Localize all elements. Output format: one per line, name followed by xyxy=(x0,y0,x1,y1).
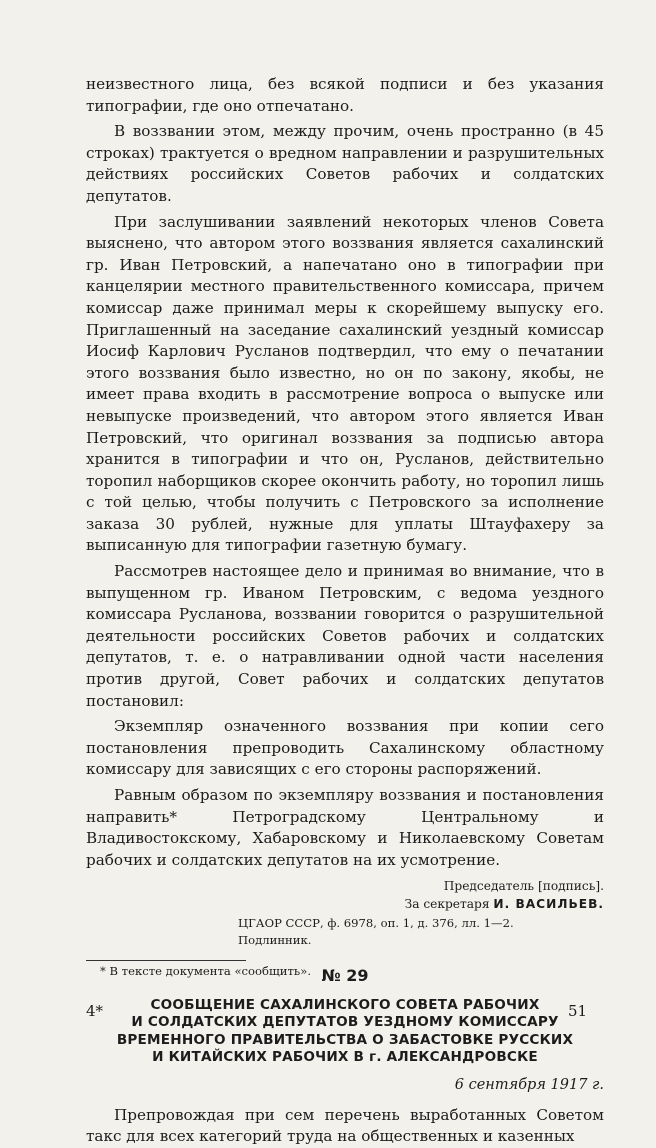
signature-block xyxy=(86,877,604,913)
archive-reference xyxy=(86,915,604,949)
paragraph: Экземпляр означенного воззвания при копии сего постановления препроводить Сахалинскому областному комиссару для зависящих с его стороны распоряжений. xyxy=(86,717,604,779)
paragraph: При заслушивании заявлений некоторых членов Совета выяснено, что автором этого воззвания является сахалинский гр. Иван Петровский, а напечатано оно в типографии при канцелярии местного правительственного комиссара, причем комиссар даже принимал меры к скорейшему выпуску его. Приглашенный на заседание сахалинский уездный комиссар Иосиф Карлович Русланов подтвердил, что ему о печатании этого воззвания было известно, но он по закону, якобы, не имеет права входить в рассмотрение вопроса о выпуске или невыпуске произведений, что автором этого является Иван Петровский, что оригинал воззвания за подписью автора хранится в типографии и что он, Русланов, действительно торопил наборщиков скорее окончить работу, но торопил лишь с той целью, чтобы получить с Петровского за исполнение заказа 30 рублей, нужные для уплаты Штауфахеру за выписанную для типографии газетную бумагу. xyxy=(86,212,604,555)
footnote: * В тексте документа «сообщить». xyxy=(100,964,312,978)
secretary-signature xyxy=(86,895,604,913)
archive-note: Подлинник. xyxy=(238,933,312,948)
document-number: № 29 xyxy=(321,966,369,986)
title-line: СООБЩЕНИЕ САХАЛИНСКОГО СОВЕТА РАБОЧИХ xyxy=(150,996,540,1013)
paragraph: Равным образом по экземпляру воззвания и постановления направить* Петроградскому Центральному и Владивостокскому, Хабаровскому и Николаевскому Советам рабочих и солдатских депутатов на их усмотрение. xyxy=(86,786,604,869)
document-title xyxy=(86,997,604,1067)
printer-signature-mark: 4* xyxy=(86,1002,104,1020)
paragraph: неизвестного лица, без всякой подписи и без указания типографии, где оно отпечатано. xyxy=(86,75,604,115)
title-line: ВРЕМЕННОГО ПРАВИТЕЛЬСТВА О ЗАБАСТОВКЕ РУССКИХ xyxy=(116,1031,574,1048)
secretary-prefix: За секретаря xyxy=(404,897,490,912)
footnote-rule xyxy=(86,960,246,961)
body-text xyxy=(86,74,604,1148)
secretary-name: И. ВАСИЛЬЕВ. xyxy=(493,897,604,912)
archive-ref: ЦГАОР СССР, ф. 6978, оп. 1, д. 376, лл. 1—2. xyxy=(238,916,514,931)
title-line: И КИТАЙСКИХ РАБОЧИХ В г. АЛЕКСАНДРОВСКЕ xyxy=(152,1049,538,1066)
opening-paragraph: Препровождая при сем перечень выработанных Советом такс для всех категорий труда на общественных и казенных xyxy=(86,1105,604,1146)
title-line: И СОЛДАТСКИХ ДЕПУТАТОВ УЕЗДНОМУ КОМИССАРУ xyxy=(131,1014,559,1031)
paragraph: Рассмотрев настоящее дело и принимая во внимание, что в выпущенном гр. Иваном Петровским, с ведома уездного комиссара Русланова, воззвании говорится о разрушительной деятельности российских Советов рабочих и солдатских депутатов, т. е. о натравливании одной части населения против другой, Совет рабочих и солдатских депутатов постановил: xyxy=(86,562,604,710)
paragraph: В воззвании этом, между прочим, очень пространно (в 45 строках) трактуется о вредном направлении и разрушительных действиях российских Советов рабочих и солдатских депутатов. xyxy=(86,122,604,205)
chairman-signature: Председатель [подпись]. xyxy=(443,879,604,894)
document-date: 6 сентября 1917 г. xyxy=(454,1076,604,1093)
page-number: 51 xyxy=(568,1002,588,1020)
